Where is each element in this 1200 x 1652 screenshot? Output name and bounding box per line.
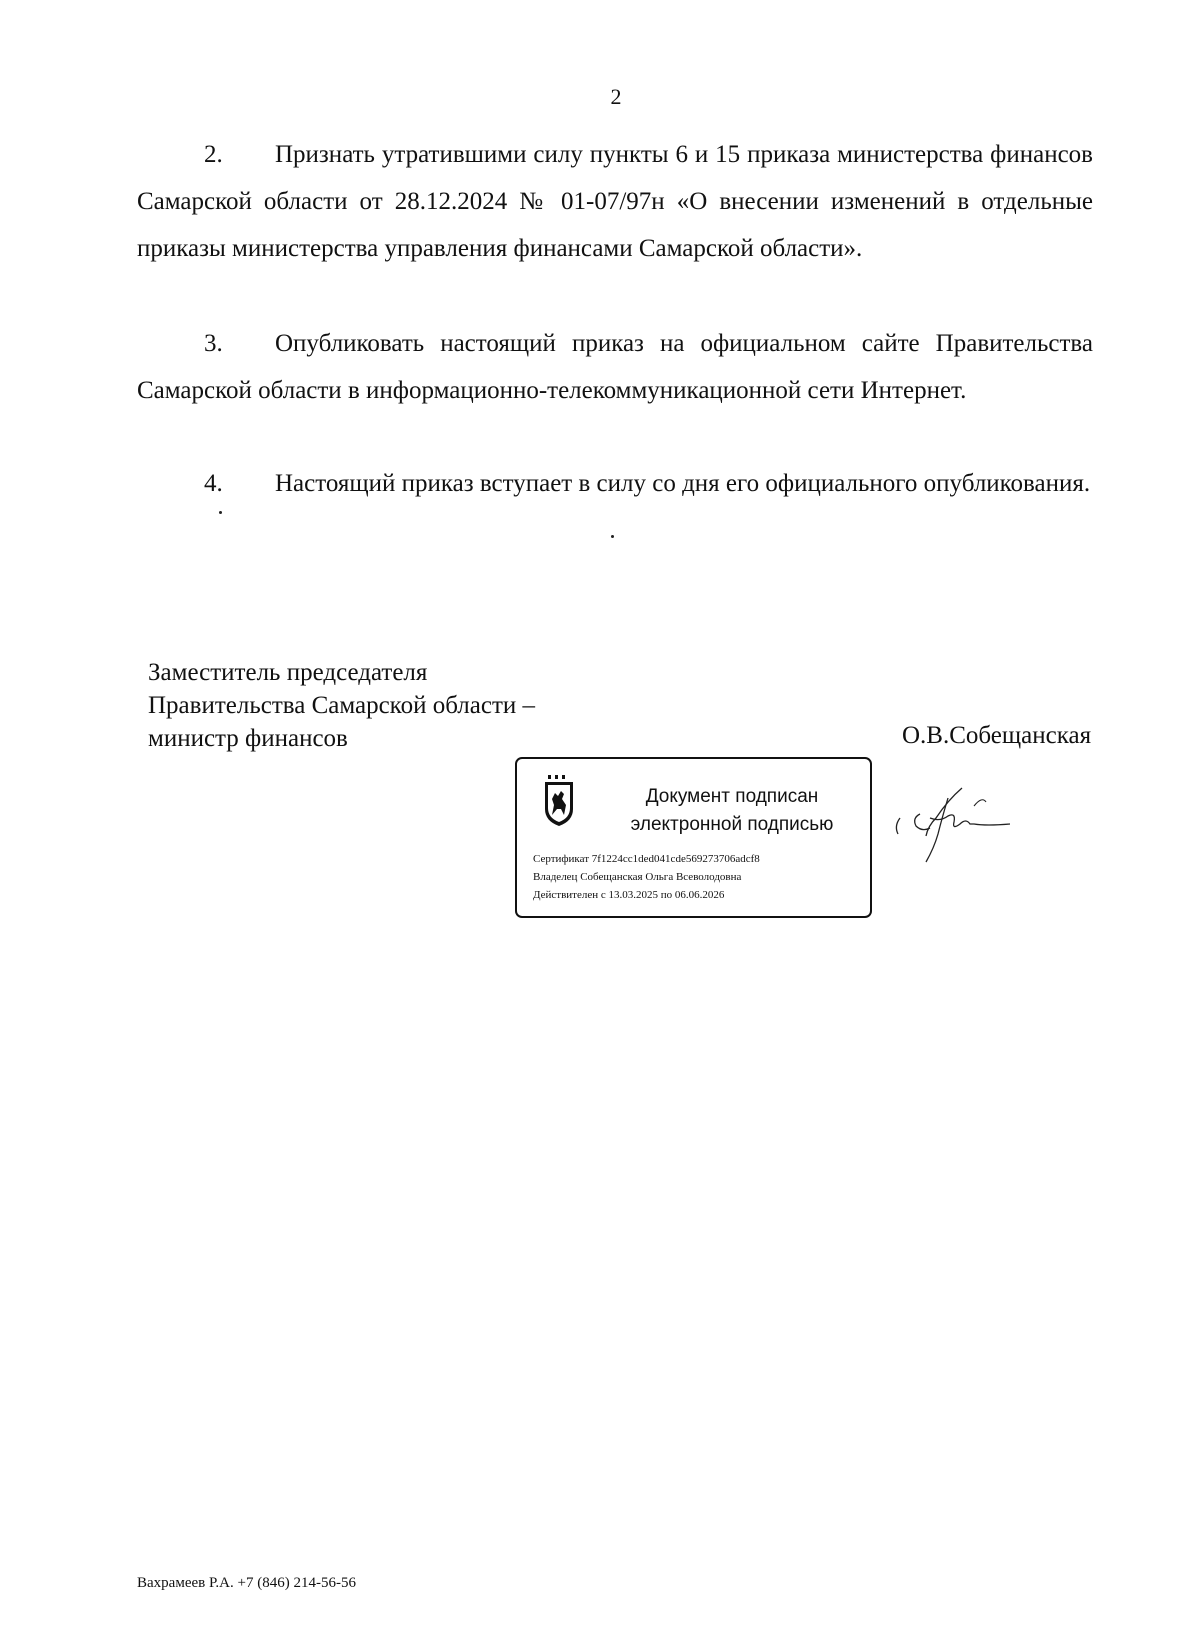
stamp-title-line: электронной подписью (630, 814, 834, 835)
scan-speck (611, 535, 614, 538)
stamp-details (533, 850, 760, 904)
signer-position (148, 656, 535, 755)
stamp-title (597, 783, 867, 839)
paragraph-2 (137, 131, 1093, 272)
electronic-signature-stamp (515, 757, 872, 918)
paragraph-3 (137, 320, 1093, 414)
paragraph-number: 4. (204, 470, 223, 497)
signer-position-line: Заместитель председателя (148, 659, 428, 686)
scan-speck (219, 511, 222, 514)
certificate-validity: Действителен с 13.03.2025 по 06.06.2026 (533, 889, 725, 901)
signer-position-line: министр финансов (148, 725, 348, 752)
paragraph-text: Настоящий приказ вступает в силу со дня его официального опубликования. (275, 470, 1091, 497)
paragraph-4 (137, 460, 1093, 507)
stamp-title-line: Документ подписан (645, 786, 819, 807)
paragraph-number: 3. (204, 330, 223, 357)
signer-position-line: Правительства Самарской области – (148, 692, 536, 719)
certificate-owner: Владелец Собещанская Ольга Всеволодовна (533, 871, 742, 883)
handwritten-signature (890, 778, 1025, 878)
paragraph-text: Признать утратившими силу пункты 6 и 15 приказа министерства финансов Самарской области от 28.12.2024 № 01-07/97н «О внесении изменений в отдельные приказы министерства управления финансами Самарской области». (137, 141, 1093, 262)
paragraph-text: Опубликовать настоящий приказ на официальном сайте Правительства Самарской области в информационно-телекоммуникационной сети Интернет. (137, 330, 1093, 404)
paragraph-number: 2. (204, 141, 223, 168)
coat-of-arms-icon (539, 775, 579, 827)
certificate-number: Сертификат 7f1224cc1ded041cde569273706adcf8 (533, 853, 760, 865)
page-number: 2 (610, 84, 622, 109)
signer-name: О.В.Собещанская (902, 722, 1092, 749)
executor-contact: Вахрамеев Р.А. +7 (846) 214-56-56 (137, 1575, 356, 1591)
